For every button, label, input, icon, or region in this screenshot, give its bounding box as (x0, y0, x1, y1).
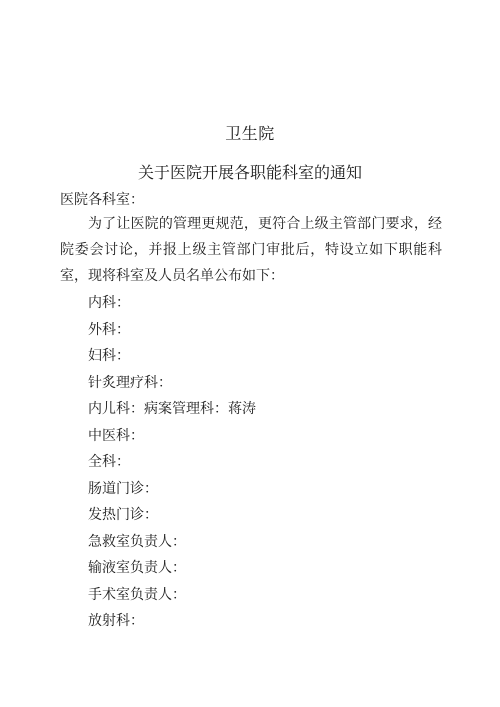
department-item-internal-pediatrics: 内儿科：病案管理科：蒋涛 (88, 401, 256, 417)
body-paragraph: 为了让医院的管理更规范，更符合上级主管部门要求，经院委会讨论，并报上级主管部门审批后，特设立如下职能科室，现将科室及人员名单公布如下： (60, 216, 442, 284)
department-item-radiology: 放射科： (88, 613, 144, 629)
organization-title: 卫生院 (225, 124, 275, 143)
department-item-internal-medicine: 内科： (88, 295, 130, 311)
department-item-fever-clinic: 发热门诊： (88, 507, 158, 523)
department-item-gynecology: 妇科： (88, 348, 130, 364)
salutation: 医院各科室： (60, 192, 144, 208)
department-item-general: 全科： (88, 454, 130, 470)
department-item-infusion-room: 输液室负责人： (88, 560, 186, 576)
department-item-emergency-room: 急救室负责人： (88, 533, 186, 550)
department-item-surgery: 外科： (88, 321, 130, 338)
department-item-operating-room: 手术室负责人： (88, 586, 186, 603)
department-list (88, 290, 256, 635)
department-item-intestinal-clinic: 肠道门诊： (88, 480, 158, 497)
notice-title: 关于医院开展各职能科室的通知 (137, 163, 362, 182)
department-item-tcm: 中医科： (88, 427, 144, 444)
department-item-acupuncture-physiotherapy: 针炙理疗科： (88, 374, 172, 391)
